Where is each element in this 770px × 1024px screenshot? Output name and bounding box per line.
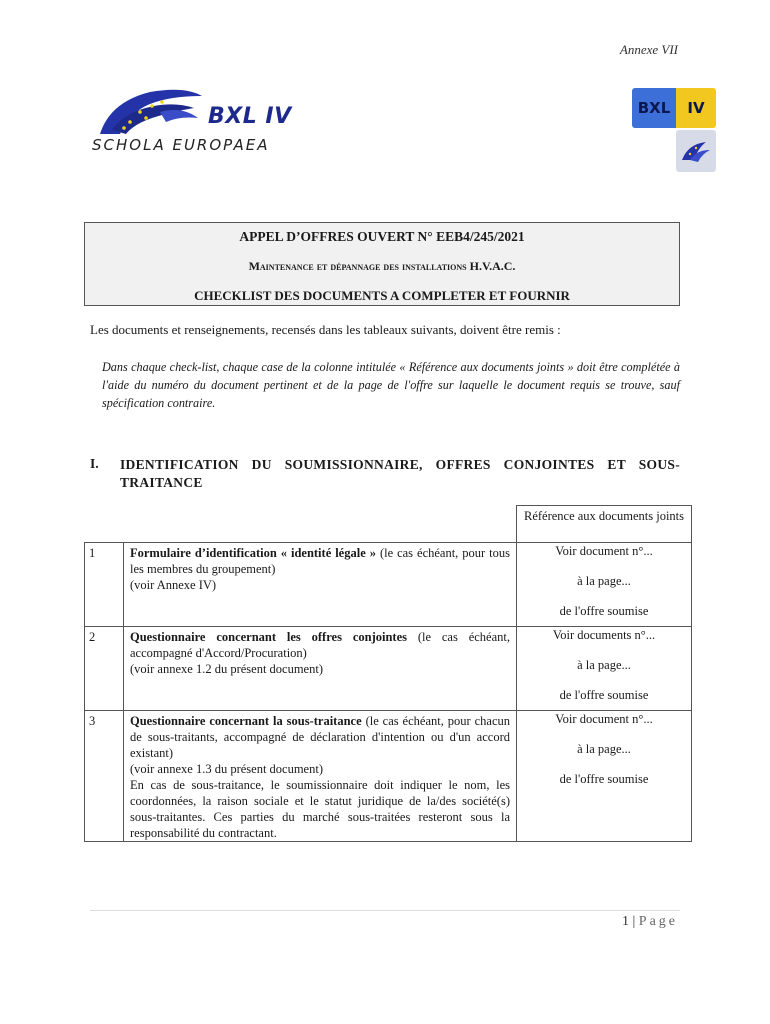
se-emblem-icon	[90, 82, 210, 142]
page-separator: |	[632, 914, 636, 929]
table-row	[85, 627, 692, 711]
row-reference-cell[interactable]	[517, 711, 692, 842]
table-row	[85, 711, 692, 842]
section-title: IDENTIFICATION DU SOUMISSIONNAIRE, OFFRES CONJOINTES ET SOUS-TRAITANCE	[120, 457, 680, 490]
row-title: Formulaire d’identification « identité légale »	[130, 546, 376, 560]
tender-title-box	[84, 222, 680, 306]
se-small-emblem-icon	[676, 130, 716, 172]
row-extra-note: En cas de sous-traitance, le soumissionnaire doit indiquer le nom, les coordonnées, la raison sociale et le statut juridique de la/des société(s) sous-traitantes. Ces parties du marché sous-traitées resteront sous la responsabilité du contractant.	[130, 778, 510, 840]
row-detail: (le cas échéant, pour tous les membres du groupement)	[130, 546, 510, 576]
tender-subject: Maintenance et dépannage des installations H.V.A.C.	[248, 259, 516, 273]
logo-bxl-text: BXL IV	[208, 104, 292, 129]
page-label: Page	[638, 914, 678, 929]
logo-iv-block: IV	[676, 88, 716, 128]
row-detail: (le cas échéant, pour chacun de sous-traitants, accompagné de déclaration d'intention ou d'un accord existant)	[130, 714, 510, 760]
row-description	[124, 711, 517, 842]
reference-column-header: Référence aux documents joints	[517, 506, 692, 543]
ref-document: Voir documents n°...	[552, 628, 656, 642]
table-row	[85, 543, 692, 627]
ref-page: à la page...	[577, 574, 631, 588]
ref-document: Voir document n°...	[555, 544, 653, 558]
ref-document: Voir document n°...	[555, 712, 653, 726]
section-number: I.	[90, 456, 99, 471]
page-footer	[622, 914, 678, 930]
annexe-label: Annexe VII	[619, 42, 678, 57]
row-reference-cell[interactable]	[517, 627, 692, 711]
row-reference-cell[interactable]	[517, 543, 692, 627]
instructions-note: Dans chaque check-list, chaque case de la colonne intitulée « Référence aux documents joints » doit être complétée à l'aide du numéro du document pertinent et de la page de l'offre sur laquelle le document requis se trouve, sauf spécification contraire.	[102, 360, 680, 410]
bxl-iv-logo	[632, 88, 722, 172]
checklist-heading: CHECKLIST DES DOCUMENTS A COMPLETER ET FOURNIR	[194, 288, 570, 303]
ref-offer: de l'offre soumise	[559, 604, 649, 618]
ref-offer: de l'offre soumise	[559, 772, 649, 786]
page-number: 1	[621, 914, 629, 929]
row-number: 2	[85, 627, 124, 711]
row-title: Questionnaire concernant les offres conjointes	[130, 630, 407, 644]
row-reference-note: (voir annexe 1.2 du présent document)	[130, 662, 323, 676]
ref-page: à la page...	[577, 658, 631, 672]
tender-reference: APPEL D’OFFRES OUVERT N° EEB4/245/2021	[239, 229, 525, 244]
logo-schola-text: SCHOLA EUROPAEA	[92, 136, 270, 154]
row-description	[124, 627, 517, 711]
row-description	[124, 543, 517, 627]
school-logo	[90, 82, 300, 164]
checklist-table	[84, 505, 692, 842]
row-number: 1	[85, 543, 124, 627]
ref-page: à la page...	[577, 742, 631, 756]
table-header-row	[85, 506, 692, 543]
footer-divider	[90, 910, 680, 911]
row-reference-note: (voir annexe 1.3 du présent document)	[130, 762, 323, 776]
ref-offer: de l'offre soumise	[559, 688, 649, 702]
row-reference-note: (voir Annexe IV)	[130, 578, 217, 592]
row-number: 3	[85, 711, 124, 842]
logo-bxl-block: BXL	[632, 88, 676, 128]
intro-paragraph: Les documents et renseignements, recensés dans les tableaux suivants, doivent être remis :	[90, 322, 561, 337]
row-detail: (le cas échéant, accompagné d'Accord/Procuration)	[130, 630, 510, 660]
row-title: Questionnaire concernant la sous-traitance	[130, 714, 362, 728]
